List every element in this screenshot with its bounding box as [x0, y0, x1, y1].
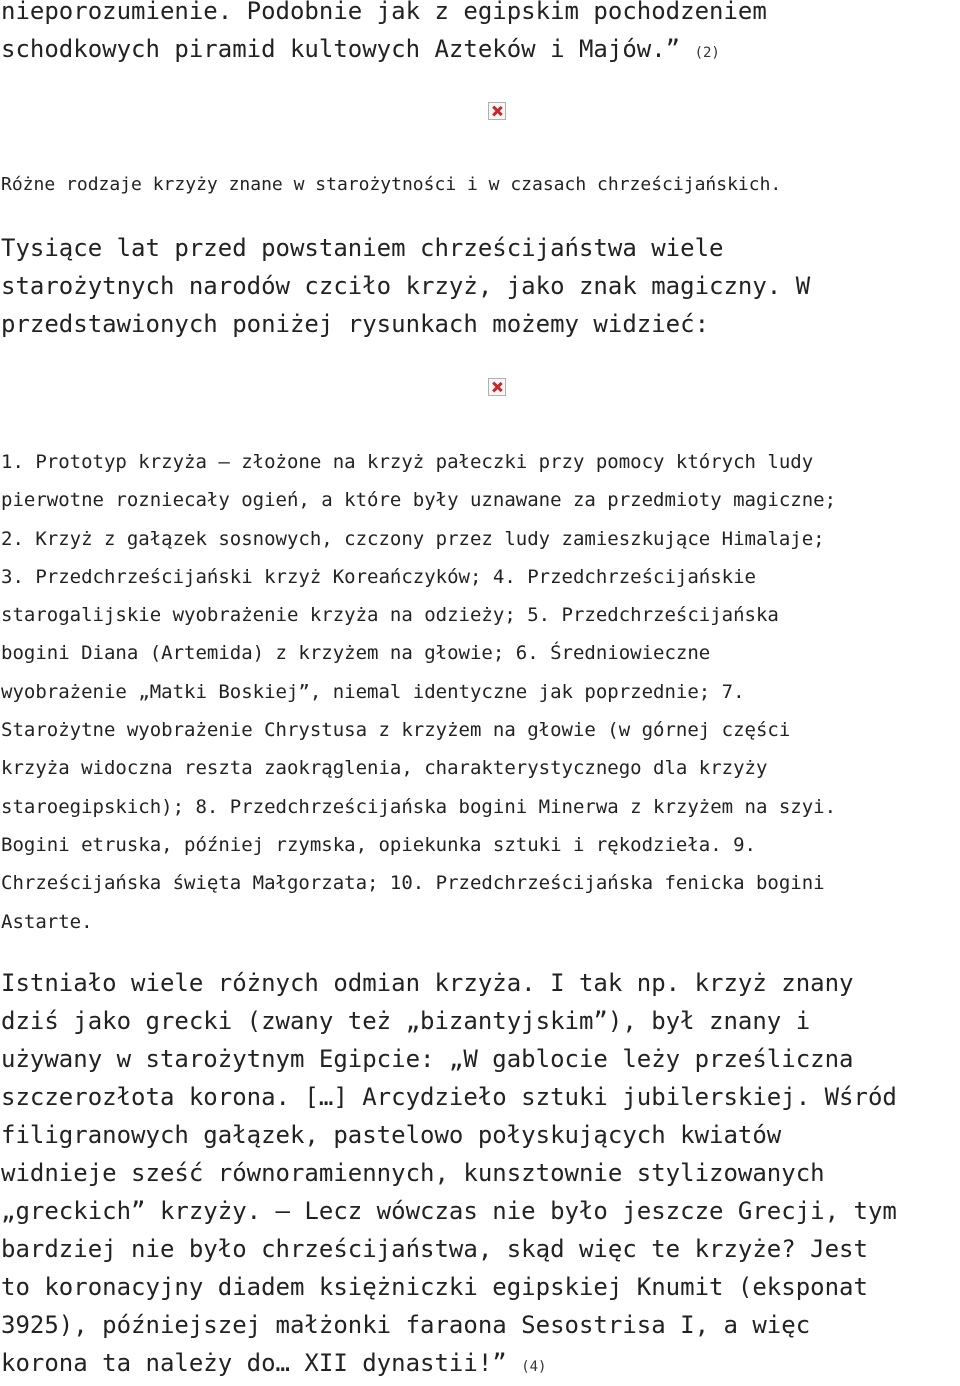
text-line: przedstawionych poniżej rysunkach możemy widzieć: — [1, 310, 710, 338]
text-line: Astarte. — [1, 910, 93, 933]
text-line: krzyża widoczna reszta zaokrąglenia, charakterystycznego dla krzyży — [1, 757, 768, 780]
broken-image-icon — [488, 102, 506, 120]
intro-crosses-paragraph — [1, 229, 810, 343]
text-line: 2. Krzyż z gałązek sosnowych, czczony przez ludy zamieszkujące Himalaje; — [1, 527, 825, 550]
numbered-list-paragraph — [1, 443, 836, 941]
text-line: Starożytne wyobrażenie Chrystusa z krzyżem na głowie (w górnej części — [1, 719, 791, 742]
text-line: dziś jako grecki (zwany też „bizantyjskim”), był znany i — [1, 1007, 811, 1035]
footnote-reference[interactable]: (2) — [694, 45, 720, 61]
close-icon — [492, 382, 502, 392]
text-line: widnieje sześć równoramiennych, kunsztownie stylizowanych — [1, 1159, 825, 1187]
text-line: nieporozumienie. Podobnie jak z egipskim pochodzeniem — [1, 0, 767, 25]
image-caption: Różne rodzaje krzyży znane w starożytności i w czasach chrześcijańskich. — [1, 174, 782, 195]
text-line: Istniało wiele różnych odmian krzyża. I tak np. krzyż znany — [1, 969, 854, 997]
broken-image-icon — [488, 378, 506, 396]
text-line: filigranowych gałązek, pastelowo połyskujących kwiatów — [1, 1121, 782, 1149]
text-line: starogalijskie wyobrażenie krzyża na odzieży; 5. Przedchrześcijańska — [1, 604, 779, 627]
text-line: Tysiące lat przed powstaniem chrześcijaństwa wiele — [1, 234, 724, 262]
intro-paragraph — [1, 0, 767, 72]
greek-cross-paragraph — [1, 964, 897, 1386]
text-line-content: korona ta należy do… XII dynastii!” — [1, 1349, 507, 1377]
text-line: bardziej nie było chrześcijaństwa, skąd więc te krzyże? Jest — [1, 1235, 868, 1263]
text-line: pierwotne rozniecały ogień, a które były uznawane za przedmioty magiczne; — [1, 489, 837, 512]
text-line: bogini Diana (Artemida) z krzyżem na głowie; 6. Średniowieczne — [1, 642, 711, 665]
text-line-content: schodkowych piramid kultowych Azteków i Majów.” — [1, 35, 681, 63]
text-line: starożytnych narodów czciło krzyż, jako znak magiczny. W — [1, 272, 811, 300]
footnote-reference[interactable]: (4) — [521, 1359, 547, 1375]
text-line: Bogini etruska, później rzymska, opiekunka sztuki i rękodzieła. 9. — [1, 833, 756, 856]
text-line: wyobrażenie „Matki Boskiej”, niemal identyczne jak poprzednie; 7. — [1, 680, 745, 703]
text-line: 3. Przedchrześcijański krzyż Koreańczyków; 4. Przedchrześcijańskie — [1, 565, 756, 588]
text-line: 1. Prototyp krzyża – złożone na krzyż pałeczki przy pomocy których ludy — [1, 451, 814, 473]
close-icon — [492, 106, 502, 116]
text-line: staroegipskich); 8. Przedchrześcijańska bogini Minerwa z krzyżem na szyi. — [1, 795, 837, 818]
text-line — [1, 30, 767, 72]
text-line: 3925), późniejszej małżonki faraona Sesostrisa I, a więc — [1, 1311, 811, 1339]
text-line: szczerozłota korona. […] Arcydzieło sztuki jubilerskiej. Wśród — [1, 1083, 897, 1111]
text-line: Chrześcijańska święta Małgorzata; 10. Przedchrześcijańska fenicka bogini — [1, 872, 825, 895]
text-line: to koronacyjny diadem księżniczki egipskiej Knumit (eksponat — [1, 1273, 868, 1301]
text-line: używany w starożytnym Egipcie: „W gablocie leży prześliczna — [1, 1045, 854, 1073]
text-line: „greckich” krzyży. – Lecz wówczas nie było jeszcze Grecji, tym — [1, 1197, 897, 1225]
